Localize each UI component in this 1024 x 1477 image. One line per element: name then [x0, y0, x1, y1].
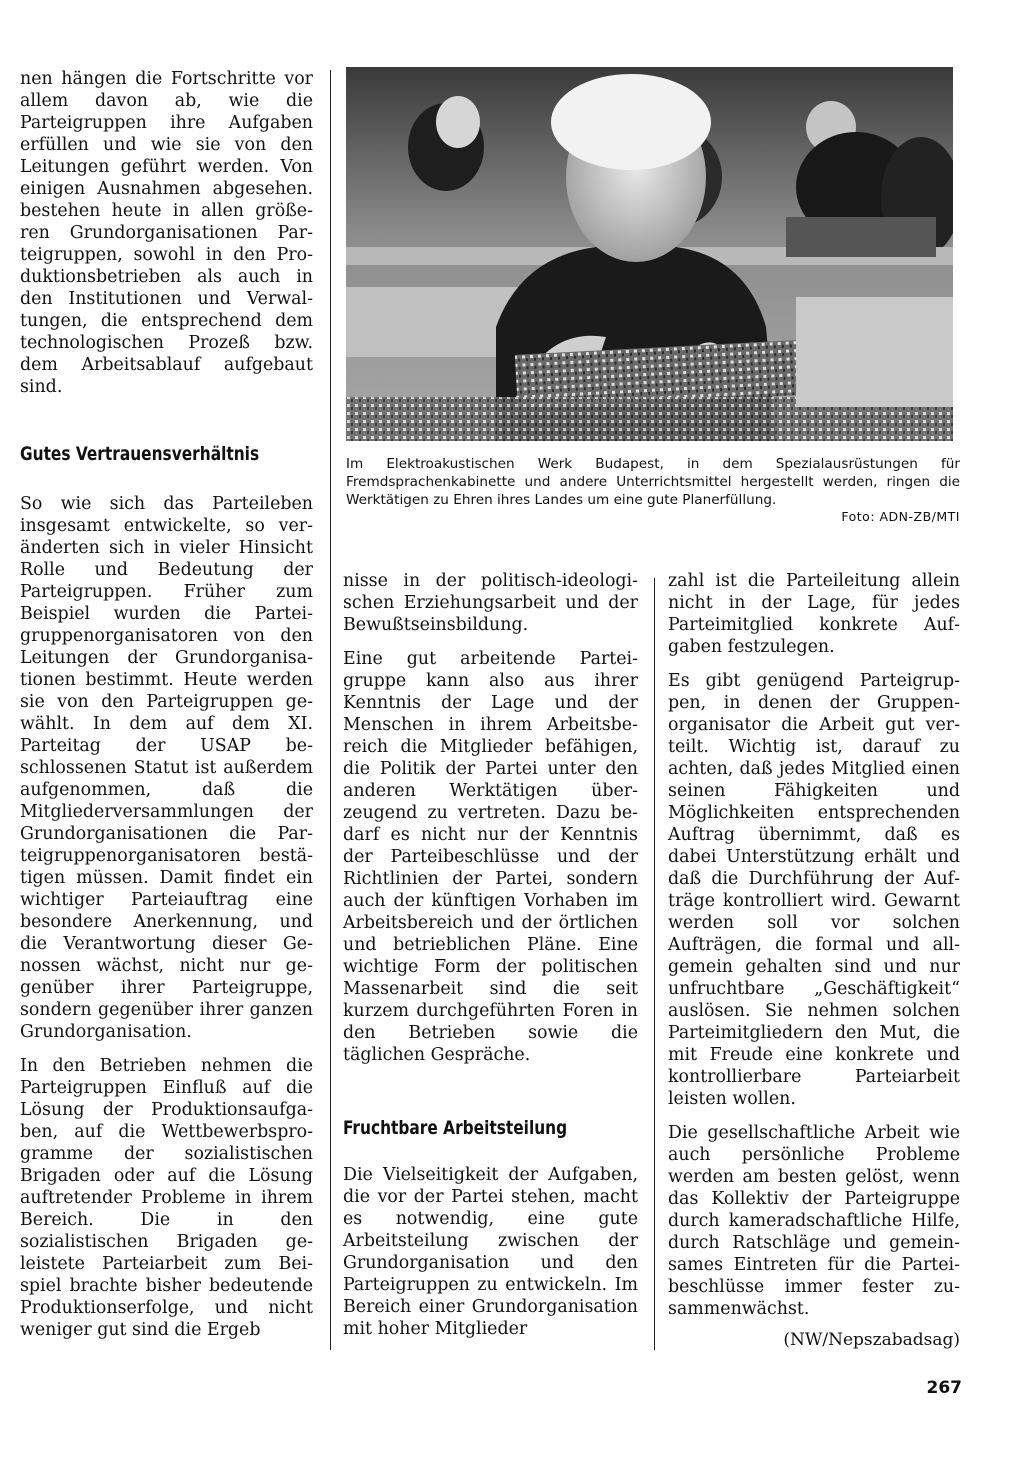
source-attribution: (NW/Nepszabadsag) — [783, 1330, 960, 1350]
paragraph: In den Betrieben nehmen die Parteigruppen Einfluß auf die Lösung der Produktionsaufgaben, auf die Wettbewerbsprogramme der sozialistischen Brigaden oder auf die Lösung auftretender Probleme in ihrem Bereich. Die in den sozialistischen Brigaden geleistete Parteiarbeit zum Beispiel brachte bisher bedeutende Produktionserfolge, und nicht weniger gut sind die Ergeb — [20, 1056, 313, 1340]
photo-image — [346, 67, 953, 441]
paragraph: So wie sich das Parteileben insgesamt entwickelte, so veränderten sich in vieler Hinsicht Rolle und Bedeutung der Parteigruppen. Früher zum Beispiel wurden die Parteigruppenorganisatoren von den Leitungen der Grundorganisationen bestimmt. Heute werden sie von den Parteigruppen gewählt. In dem auf dem XI. Parteitag der USAP beschlossenen Statut ist außerdem aufgenommen, daß die Mitgliederversammlungen der Grundorganisationen die Parteigruppenorganisatoren bestätigen müssen. Damit findet ein wichtiger Parteiauftrag eine besondere Anerkennung, und die Verantwortung dieser Genossen wächst, nicht nur gegenüber ihrer Parteigruppe, sondern gegenüber ihrer ganzen Grundorganisation. — [20, 494, 313, 1042]
paragraph: zahl ist die Parteileitung allein nicht in der Lage, für jedes Parteimitglied konkrete Aufgaben festzulegen. — [668, 571, 960, 657]
column-divider-1 — [330, 70, 331, 1350]
column-2 — [343, 570, 638, 1340]
column-1 — [20, 68, 313, 1341]
photo-caption: Im Elektroakustischen Werk Budapest, in dem Spezialausrüstungen für Fremdsprachenkabinette und andere Unterrichtsmittel hergestellt werden, ringen die Werktätigen zu Ehren ihres Landes um eine gute Planerfüllung. — [346, 456, 960, 508]
paragraph: Eine gut arbeitende Parteigruppe kann also aus ihrer Kenntnis der Lage und der Menschen in ihrem Arbeitsbereich die Mitglieder befähigen, die Politik der Partei unter den anderen Werktätigen überzeugend zu vertreten. Dazu bedarf es nicht nur der Kenntnis der Parteibeschlüsse und der Richtlinien der Partei, sondern auch der künftigen Vorhaben im Arbeitsbereich und der örtlichen und betrieblichen Pläne. Eine wichtige Form der politischen Massenarbeit sind die seit kurzem durchgeführten Foren in den Betrieben sowie die täglichen Gespräche. — [343, 649, 638, 1065]
paragraph: nisse in der politisch-ideologischen Erziehungsarbeit und der Bewußtseinsbildung. — [343, 571, 638, 635]
paragraph: nen hängen die Fortschritte vor allem davon ab, wie die Parteigruppen ihre Aufgaben erfüllen und wie sie von den Leitungen geführt werden. Von einigen Ausnahmen abgesehen. bestehen heute in allen größeren Grundorganisationen Parteigruppen, sowohl in den Produktionsbetrieben als auch in den Institutionen und Verwaltungen, die entsprechend dem technologischen Prozeß bzw. dem Arbeitsablauf aufgebaut sind. — [20, 69, 313, 397]
column-3 — [668, 570, 960, 1320]
paragraph: Es gibt genügend Parteigruppen, in denen der Gruppenorganisator die Arbeit gut verteilt. Wichtig ist, darauf zu achten, daß jedes Mitglied einen seinen Fähigkeiten und Möglichkeiten entsprechenden Auftrag übernimmt, daß es dabei Unterstützung erhält und daß die Durchführung der Aufträge kontrolliert wird. Gewarnt werden soll vor solchen Aufträgen, die formal und allgemein gehalten sind und nur unfruchtbare „Geschäftigkeit“ auslösen. Sie nehmen solchen Parteimitgliedern den Mut, die mit Freude eine konkrete und kontrollierbare Parteiarbeit leisten wollen. — [668, 671, 960, 1109]
paragraph: Die Vielseitigkeit der Aufgaben, die vor der Partei stehen, macht es notwendig, eine gute Arbeitsteilung zwischen der Grundorganisation und den Parteigruppen zu entwickeln. Im Bereich einer Grundorganisation mit hoher Mitglieder — [343, 1165, 638, 1339]
factory-worker-photo — [346, 67, 953, 441]
column-divider-2 — [654, 578, 655, 1350]
paragraph: Die gesellschaftliche Arbeit wie auch persönliche Probleme werden am besten gelöst, wenn das Kollektiv der Parteigruppe durch kameradschaftliche Hilfe, durch Ratschläge und gemeinsames Eintreten für die Parteibeschlüsse immer fester zusammenwächst. — [668, 1123, 960, 1319]
section-heading: Gutes Vertrauensverhältnis — [20, 443, 260, 465]
photo-credit: Foto: ADN-ZB/MTI — [841, 509, 960, 524]
page-number: 267 — [926, 1378, 962, 1398]
section-heading: Fruchtbare Arbeitsteilung — [343, 1117, 568, 1139]
